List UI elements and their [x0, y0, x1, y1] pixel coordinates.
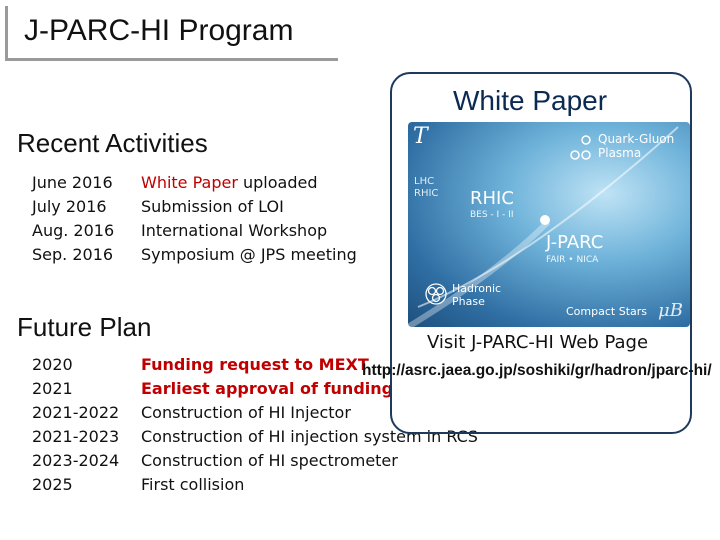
recent-text-column	[141, 171, 357, 267]
future-item: Construction of HI Injector	[141, 403, 351, 422]
bes-label: BES - I - II	[470, 210, 514, 220]
recent-activities-heading: Recent Activities	[17, 128, 208, 158]
future-year: 2025	[32, 475, 73, 494]
white-paper-title: White Paper	[453, 85, 608, 116]
future-item: Earliest approval of funding	[141, 379, 394, 398]
recent-item: Submission of LOI	[141, 197, 284, 216]
future-year: 2021	[32, 379, 73, 398]
future-item: Construction of HI spectrometer	[141, 451, 398, 470]
compact-stars-label: Compact Stars	[566, 305, 647, 318]
recent-date: Aug. 2016	[32, 221, 115, 240]
recent-date: Sep. 2016	[32, 245, 114, 264]
white-paper-cover-image[interactable]	[408, 122, 690, 327]
future-year: 2023-2024	[32, 451, 120, 470]
recent-item: International Workshop	[141, 221, 328, 240]
recent-date: June 2016	[32, 173, 113, 192]
recent-item-rest: uploaded	[237, 173, 318, 192]
jparc-label: J-PARC	[546, 232, 604, 253]
future-year: 2021-2022	[32, 403, 120, 422]
page-title: J-PARC-HI Program	[24, 14, 294, 47]
recent-item: Symposium @ JPS meeting	[141, 245, 357, 264]
future-item: Construction of HI injection system in RCS	[141, 427, 478, 446]
lhc-rhic-label: LHC RHIC	[414, 176, 439, 199]
web-page-link[interactable]: http://asrc.jaea.go.jp/soshiki/gr/hadron/jparc-hi/	[362, 362, 712, 379]
white-paper-highlight: White Paper	[141, 173, 238, 192]
visit-web-page-text: Visit J-PARC-HI Web Page	[427, 332, 649, 353]
qgp-label: Quark-Gluon Plasma	[598, 132, 675, 160]
fair-nica-label: FAIR • NICA	[546, 255, 599, 265]
mu-b-axis-label: μB	[658, 300, 683, 321]
future-item: Funding request to MEXT	[141, 355, 369, 374]
recent-item	[141, 171, 357, 195]
recent-date-column	[32, 171, 114, 267]
future-year: 2020	[32, 355, 73, 374]
future-year-column	[32, 353, 119, 497]
recent-date: July 2016	[32, 197, 107, 216]
future-plan-heading: Future Plan	[17, 312, 152, 342]
future-year: 2021-2023	[32, 427, 120, 446]
t-axis-label: T	[413, 124, 428, 149]
rhic-label: RHIC	[470, 188, 514, 209]
hadronic-phase-label: Hadronic Phase	[452, 282, 502, 308]
future-item: First collision	[141, 475, 245, 494]
